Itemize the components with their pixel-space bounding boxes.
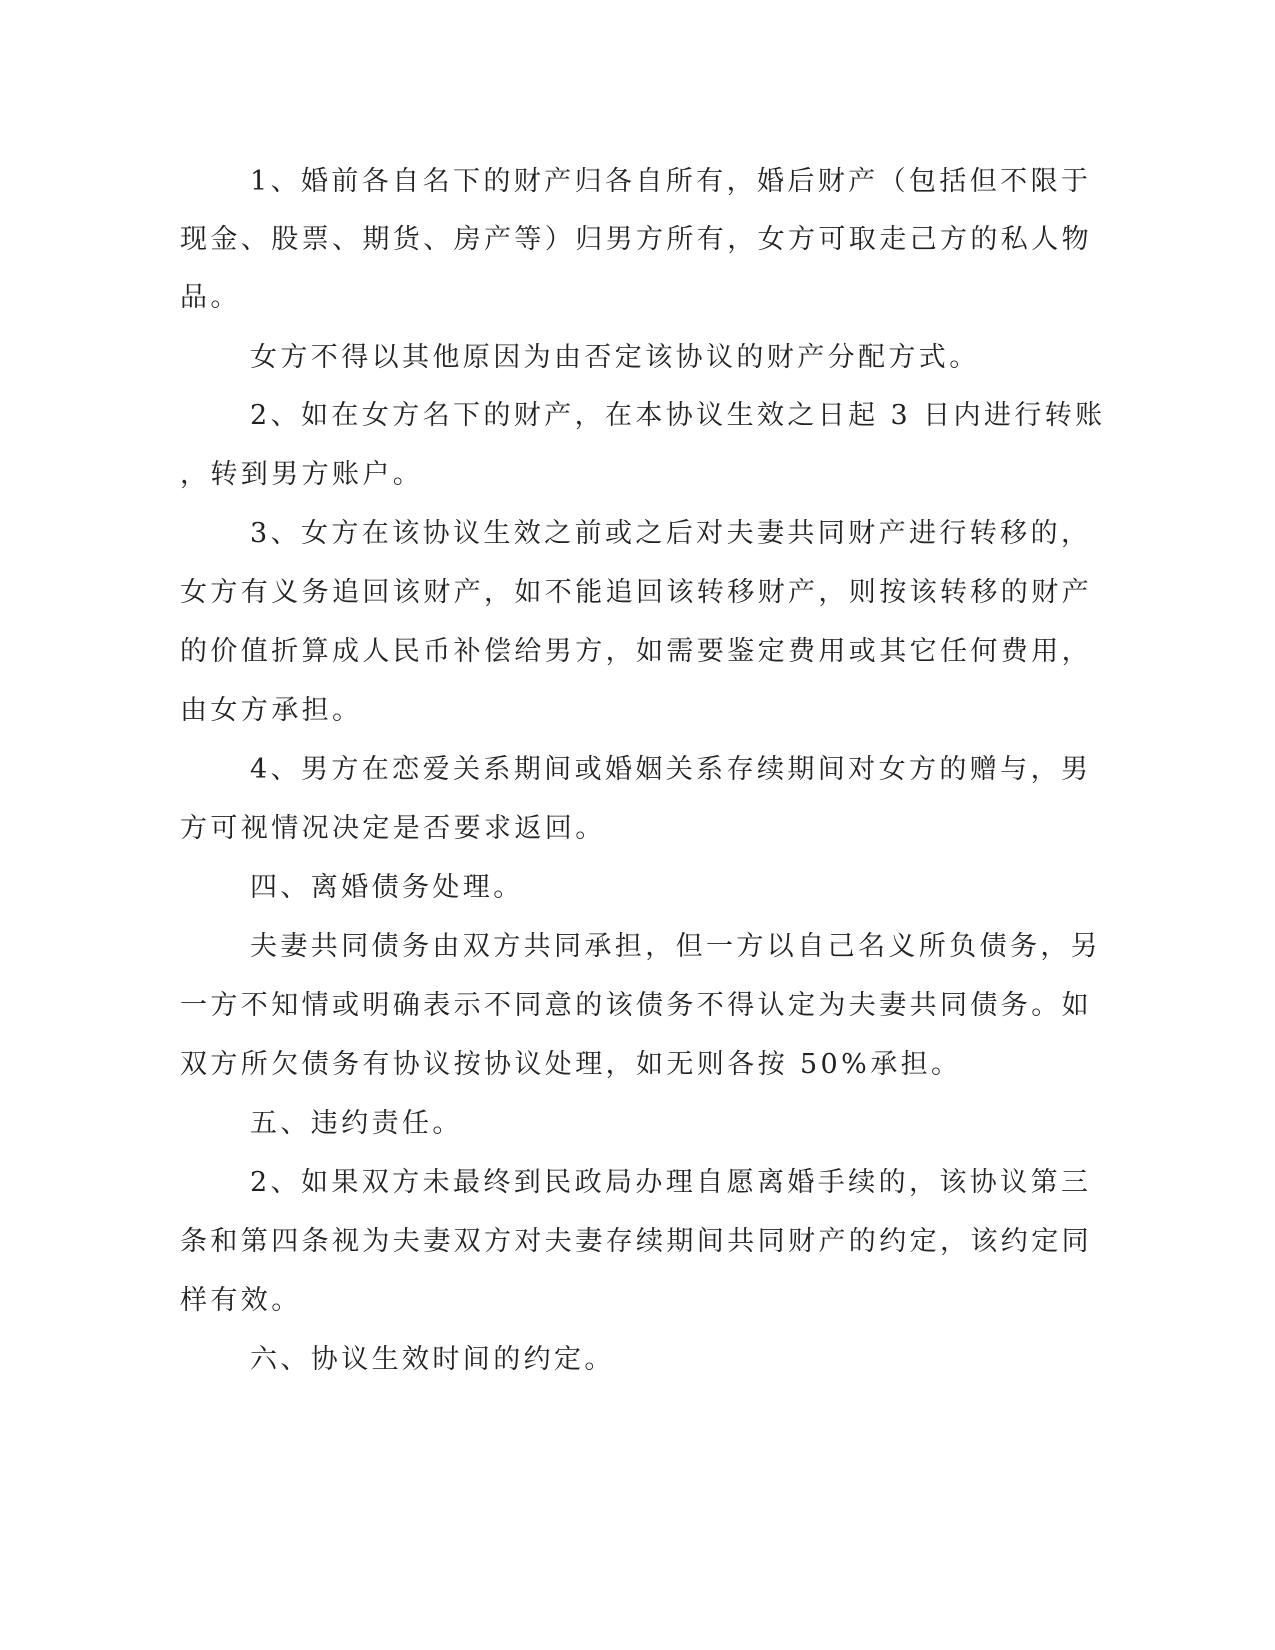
text-line: 2、如在女方名下的财产，在本协议生效之日起 3 日内进行转账 bbox=[250, 400, 1106, 431]
text-line: 夫妻共同债务由双方共同承担，但一方以自己名义所负债务，另 bbox=[250, 931, 1102, 962]
text-line: ，转到男方账户。 bbox=[180, 459, 424, 490]
text-line: 条和第四条视为夫妻双方对夫妻存续期间共同财产的约定，该约定同 bbox=[180, 1226, 1092, 1257]
text-line: 1、婚前各自名下的财产归各自所有，婚后财产（包括但不限于 bbox=[250, 166, 1092, 197]
text-line: 女方有义务追回该财产，如不能追回该转移财产，则按该转移的财产 bbox=[180, 577, 1092, 608]
text-line: 五、违约责任。 bbox=[250, 1108, 463, 1139]
text-line: 六、协议生效时间的约定。 bbox=[250, 1344, 615, 1375]
text-line: 双方所欠债务有协议按协议处理，如无则各按 50%承担。 bbox=[180, 1049, 962, 1080]
text-line: 一方不知情或明确表示不同意的该债务不得认定为夫妻共同债务。如 bbox=[180, 990, 1092, 1021]
text-line: 样有效。 bbox=[180, 1285, 302, 1316]
text-line: 2、如果双方未最终到民政局办理自愿离婚手续的，该协议第三 bbox=[250, 1167, 1092, 1198]
text-line: 四、离婚债务处理。 bbox=[250, 872, 524, 903]
text-line: 4、男方在恋爱关系期间或婚姻关系存续期间对女方的赠与，男 bbox=[250, 754, 1092, 785]
text-line: 3、女方在该协议生效之前或之后对夫妻共同财产进行转移的， bbox=[250, 518, 1092, 549]
text-line: 现金、股票、期货、房产等）归男方所有，女方可取走己方的私人物 bbox=[180, 224, 1092, 255]
text-line: 由女方承担。 bbox=[180, 695, 363, 726]
text-line: 女方不得以其他原因为由否定该协议的财产分配方式。 bbox=[250, 342, 980, 373]
text-line: 的价值折算成人民币补偿给男方，如需要鉴定费用或其它任何费用， bbox=[180, 636, 1092, 667]
text-line: 方可视情况决定是否要求返回。 bbox=[180, 813, 606, 844]
text-line: 品。 bbox=[180, 282, 241, 313]
